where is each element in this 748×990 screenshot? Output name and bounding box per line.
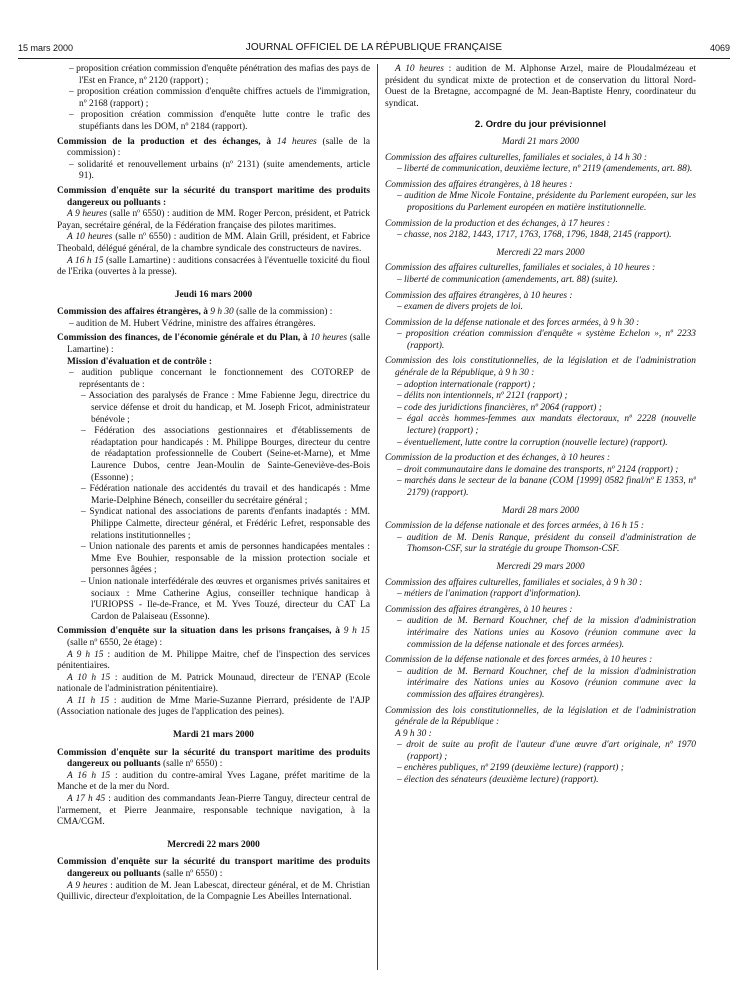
committee-heading: Commission de la production et des échanges, à 14 heures (salle de la commission) : [57,136,370,159]
committee-heading: Commission des affaires culturelles, familiales et sociales, à 9 h 30 : [385,577,643,588]
session-paragraph: A 17 h 45 : audition des commandants Jean-Pierre Tanguy, directeur central de l'armement, et Pierre Jeanmaire, responsable technique navigation, à la CMA/CGM. [57,794,370,828]
session-paragraph: A 10 heures : audition de M. Alphonse Arzel, maire de Ploudalmézeau et président du syndicat mixte de protection et de conservation du littoral Nord-Ouest de la Bretagne, accompagné de M. Jean-Baptiste Henry, coordinateur du syndicat. [385,64,696,109]
page-number: 4069 [709,43,730,53]
agenda-item: – proposition création commission d'enquête chiffres actuels de l'immigration, nº 2168 (rapport) ; [69,87,370,109]
agenda-item: – audition de M. Denis Ranque, président du conseil d'administration de Thomson-CSF, sur la stratégie du groupe Thomson-CSF. [397,532,696,555]
committee-heading: Commission d'enquête sur la sécurité du transport maritime des produits dangereux ou polluants : [57,185,370,208]
agenda-item: – audition de Mme Nicole Fontaine, présidente du Parlement européen, sur les propositions du Parlement européen en matière institutionnelle. [397,191,696,213]
agenda-item: – chasse, nos 2182, 1443, 1717, 1763, 1768, 1796, 1848, 2145 (rapport). [397,230,672,241]
committee-heading: Commission des affaires étrangères, à 10 heures : [385,604,573,615]
committee-heading: Commission des affaires culturelles, familiales et sociales, à 10 heures : [385,263,656,274]
left-column [57,64,370,904]
agenda-item: – marchés dans le secteur de la banane (COM [1999] 0582 final/nº E 1353, nº 2179) (rapport). [397,476,696,498]
committee-heading: Commission d'enquête sur la sécurité du transport maritime des produits dangereux ou polluants (salle nº 6550) : [57,857,370,879]
agenda-item: – audition de M. Bernard Kouchner, chef de la mission d'administration intérimaire des Nations unies au Kosovo (réunion commune avec la commission des affaires étrangères). [397,666,696,700]
session-paragraph: A 16 h 15 (salle Lamartine) : auditions consacrées à l'éventuelle toxicité du fioul de l'Erika (ouvertes à la presse). [57,255,370,278]
committee-heading: Commission des affaires étrangères, à 9 h 30 (salle de la commission) : [57,307,333,318]
agenda-item: – examen de divers projets de loi. [397,302,523,313]
agenda-item: – audition publique concernant le fonctionnement des COTOREP de représentants de : [69,368,370,390]
column-divider [377,64,378,970]
session-paragraph: A 9 heures : audition de M. Jean Labescat, directeur général, et de M. Christian Quillivic, directeur d'exploitation, de la Compagnie Les Abeilles International. [57,880,370,903]
agenda-subitem: – Union nationale interfédérale des œuvres et organismes privés sanitaires et sociaux : Mme Catherine Agius, conseiller technique handicap à l'URIOPSS - Ile-de-France, et M. Yves Touzé, directeur du CAT La Cardon de Palaiseau (Essonne). [81,576,370,622]
committee-heading: Commission des finances, de l'économie générale et du Plan, à 10 heures (salle Lamartine) : [57,333,370,356]
page-header [18,42,730,54]
day-heading: Mercredi 22 mars 2000 [167,839,260,850]
day-heading: Jeudi 16 mars 2000 [174,289,253,300]
right-column [385,64,696,787]
committee-heading: Commission d'enquête sur la sécurité du transport maritime des produits dangereux ou polluants (salle nº 6550) : [57,747,370,770]
committee-heading: Commission de la défense nationale et des forces armées, à 16 h 15 : [385,521,644,532]
day-heading: Mercredi 29 mars 2000 [496,561,585,572]
agenda-item: – droit de suite au profit de l'auteur d'une œuvre d'art originale, nº 1970 (rapport) ; [397,740,696,762]
session-paragraph: A 10 h 15 : audition de M. Patrick Mounaud, directeur de l'ENAP (Ecole nationale de l'administration pénitentiaire). [57,672,370,695]
agenda-subitem: – Association des paralysés de France : Mme Fabienne Jegu, directrice du service défense et droit du handicap, et M. Joseph Fricot, administrateur bénévole ; [81,391,370,425]
committee-heading: Commission des affaires étrangères, à 10 heures : [385,290,573,301]
agenda-item: – proposition création commission d'enquête lutte contre le trafic des stupéfiants dans les DOM, nº 2184 (rapport). [69,110,370,132]
session-time: A 9 h 30 : [395,728,432,739]
agenda-item: – solidarité et renouvellement urbains (nº 2131) (suite amendements, article 91). [69,159,370,182]
agenda-subitem: – Fédération des associations gestionnaires et d'établissements de réadaptation pour handicapés : M. Philippe Bourges, directeur du centre de réadaptation professionnelle de Coubert (Seine-et-Marne), et Mme Laurence Dubos, centre Jean-Moulin de Sainte-Geneviève-des-Bois (Essonne) ; [81,426,370,483]
day-heading: Mardi 21 mars 2000 [502,136,579,147]
agenda-item: – code des juridictions financières, nº 2064 (rapport) ; [397,402,602,413]
agenda-item: – proposition création commission d'enquête « système Echelon », nº 2233 (rapport). [397,329,696,351]
day-heading: Mardi 28 mars 2000 [502,505,579,516]
agenda-item: – enchères publiques, nº 2199 (deuxième lecture) (rapport) ; [397,763,624,774]
committee-heading: Commission des affaires culturelles, familiales et sociales, à 14 h 30 : [385,152,648,163]
agenda-item: – métiers de l'animation (rapport d'information). [397,589,581,600]
header-title: JOURNAL OFFICIEL DE LA RÉPUBLIQUE FRANÇAISE [245,42,503,53]
agenda-item: – audition de M. Hubert Védrine, ministre des affaires étrangères. [69,318,316,329]
committee-heading: Commission des affaires étrangères, à 18 heures : [385,179,573,190]
agenda-item: – adoption internationale (rapport) ; [397,379,536,390]
session-paragraph: A 9 heures (salle nº 6550) : audition de MM. Roger Percon, président, et Patrick Payan, secrétaire général, de la Fédération française des pilotes maritimes. [57,209,370,231]
agenda-item: – délits non intentionnels, nº 2121 (rapport) ; [397,391,568,402]
session-paragraph: A 9 h 15 : audition de M. Philippe Maitre, chef de l'inspection des services pénitentiaires. [57,649,370,672]
agenda-item: – élection des sénateurs (deuxième lecture) (rapport). [397,775,599,786]
agenda-item: – liberté de communication (amendements, art. 88) (suite). [397,274,618,285]
header-date: 15 mars 2000 [18,43,74,53]
agenda-item: – audition de M. Bernard Kouchner, chef de la mission d'administration intérimaire des Nations unies au Kosovo (réunion commune avec la commission de la défense nationale et des forces armées). [397,616,696,650]
committee-heading: Commission de la défense nationale et des forces armées, à 10 heures : [385,655,653,666]
section-heading: 2. Ordre du jour prévisionnel [474,119,607,131]
agenda-item: – éventuellement, lutte contre la corruption (nouvelle lecture) (rapport). [397,437,668,448]
session-paragraph: A 10 heures (salle nº 6550) : audition de MM. Alain Grill, président, et Fabrice Theobald, délégué général, de la chambre syndicale des constructeurs de navires. [57,232,370,254]
agenda-item: – proposition création commission d'enquête pénétration des mafias des pays de l'Est en France, nº 2120 (rapport) ; [69,64,370,86]
day-heading: Mardi 21 mars 2000 [173,730,254,741]
committee-heading: Commission d'enquête sur la situation dans les prisons françaises, à 9 h 15 (salle nº 6550, 2e étage) : [57,626,370,648]
mission-heading: Mission d'évaluation et de contrôle : [67,356,213,367]
committee-heading: Commission des lois constitutionnelles, de la législation et de l'administration générale de la République, à 9 h 30 : [385,356,696,379]
committee-heading: Commission de la production et des échanges, à 17 heures : [385,218,611,229]
committee-heading: Commission des lois constitutionnelles, de la législation et de l'administration générale de la République : [385,705,696,728]
committee-heading: Commission de la défense nationale et des forces armées, à 9 h 30 : [385,317,640,328]
agenda-item: – égal accès hommes-femmes aux mandats électoraux, nº 2228 (nouvelle lecture) (rapport) ; [397,414,696,437]
agenda-subitem: – Union nationale des parents et amis de personnes handicapées mentales : Mme Eve Bouhier, responsable de la mission protection sociale et personnes âgées ; [81,542,370,576]
agenda-item: – droit communautaire dans le domaine des transports, nº 2124 (rapport) ; [397,464,679,475]
agenda-subitem: – Fédération nationale des accidentés du travail et des handicapés : Mme Marie-Delphine Bénech, conseiller du secrétaire général ; [81,484,370,506]
agenda-item: – liberté de communication, deuxième lecture, nº 2119 (amendements, art. 88). [397,164,693,175]
session-paragraph: A 11 h 15 : audition de Mme Marie-Suzanne Pierrard, présidente de l'AJP (Association nationale des juges de l'application des peines). [57,695,370,718]
session-paragraph: A 16 h 15 : audition du contre-amiral Yves Lagane, préfet maritime de la Manche et de la mer du Nord. [57,770,370,793]
committee-heading: Commission de la production et des échanges, à 10 heures : [385,453,611,464]
day-heading: Mercredi 22 mars 2000 [496,247,585,258]
agenda-subitem: – Syndicat national des associations de parents d'enfants inadaptés : MM. Philippe Calmette, directeur général, et Frédéric Lefret, responsable des relations institutionnelles ; [81,507,370,541]
header-rule [18,58,730,59]
